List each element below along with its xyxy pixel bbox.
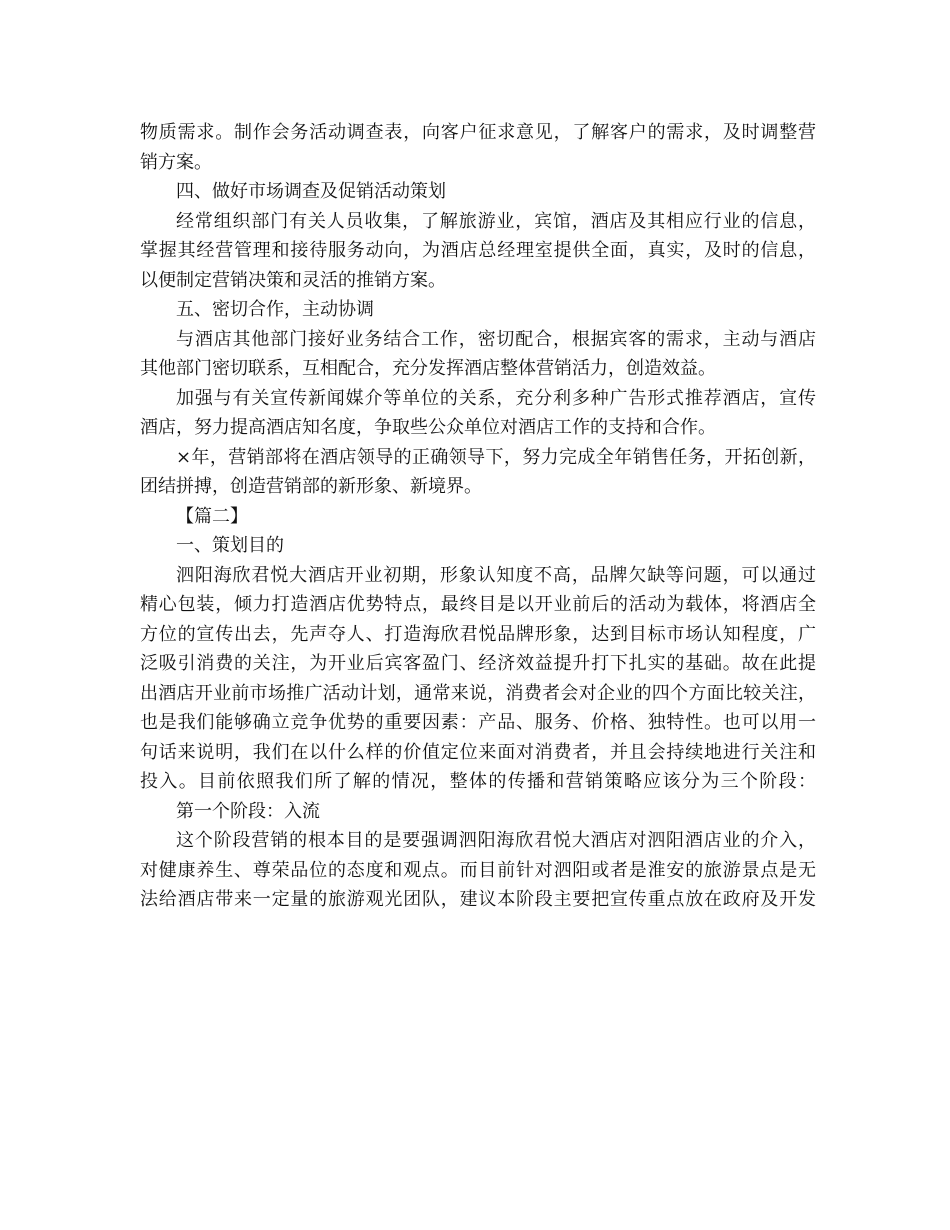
paragraph-line: 也是我们能够确立竞争优势的重要因素：产品、服务、价格、独特性。也可以用一: [140, 712, 816, 733]
paragraph-line: 与酒店其他部门接好业务结合工作，密切配合，根据宾客的需求，主动与酒店: [176, 328, 816, 350]
paragraph-line: 法给酒店带来一定量的旅游观光团队，建议本阶段主要把宣传重点放在政府及开发: [140, 889, 816, 910]
paragraph-line: 销方案。: [140, 151, 212, 173]
paragraph-line: 投入。目前依照我们所了解的情况，整体的传播和营销策略应该分为三个阶段：: [140, 771, 816, 792]
paragraph-line: 精心包装，倾力打造酒店优势特点，最终目是以开业前后的活动为载体，将酒店全: [140, 594, 816, 615]
paragraph-line: 经常组织部门有关人员收集，了解旅游业，宾馆，酒店及其相应行业的信息，: [176, 210, 816, 232]
document-body: [140, 118, 816, 915]
paragraph-line: 加强与有关宣传新闻媒介等单位的关系，充分利多种广告形式推荐酒店，宣传: [176, 387, 816, 409]
section-heading: 五、密切合作，主动协调: [176, 299, 374, 320]
paragraph-line: 方位的宣传出去，先声夺人、打造海欣君悦品牌形象，达到目标市场认知程度，广: [140, 623, 816, 645]
paragraph-line: 句话来说明，我们在以什么样的价值定位来面对消费者，并且会持续地进行关注和: [140, 741, 816, 763]
section-heading: 第一个阶段：入流: [176, 800, 320, 822]
section-heading: 四、做好市场调查及促销活动策划: [176, 181, 446, 202]
paragraph-line: 团结拼搏，创造营销部的新形象、新境界。: [140, 476, 482, 497]
paragraph-line: 泗阳海欣君悦大酒店开业初期，形象认知度不高，品牌欠缺等问题，可以通过: [176, 564, 816, 586]
section-heading: 【篇二】: [176, 505, 248, 527]
paragraph-line: 泛吸引消费的关注，为开业后宾客盈门、经济效益提升打下扎实的基础。故在此提: [140, 653, 816, 674]
paragraph-line: 物质需求。制作会务活动调查表，向客户征求意见，了解客户的需求，及时调整营: [140, 122, 816, 143]
paragraph-line: 以便制定营销决策和灵活的推销方案。: [140, 269, 446, 291]
paragraph-line: 酒店，努力提高酒店知名度，争取些公众单位对酒店工作的支持和合作。: [140, 417, 716, 438]
paragraph-line: 其他部门密切联系，互相配合，充分发挥酒店整体营销活力，创造效益。: [140, 358, 716, 379]
paragraph-line: 出酒店开业前市场推广活动计划，通常来说，消费者会对企业的四个方面比较关注，: [140, 682, 816, 704]
section-heading: 一、策划目的: [176, 535, 284, 556]
paragraph-line: ×年，营销部将在酒店领导的正确领导下，努力完成全年销售任务，开拓创新，: [176, 446, 816, 468]
paragraph-line: 对健康养生、尊荣品位的态度和观点。而目前针对泗阳或者是淮安的旅游景点是无: [140, 859, 816, 881]
paragraph-line: 这个阶段营销的根本目的是要强调泗阳海欣君悦大酒店对泗阳酒店业的介入，: [176, 830, 816, 851]
paragraph-line: 掌握其经营管理和接待服务动向，为酒店总经理室提供全面，真实，及时的信息，: [140, 240, 816, 261]
